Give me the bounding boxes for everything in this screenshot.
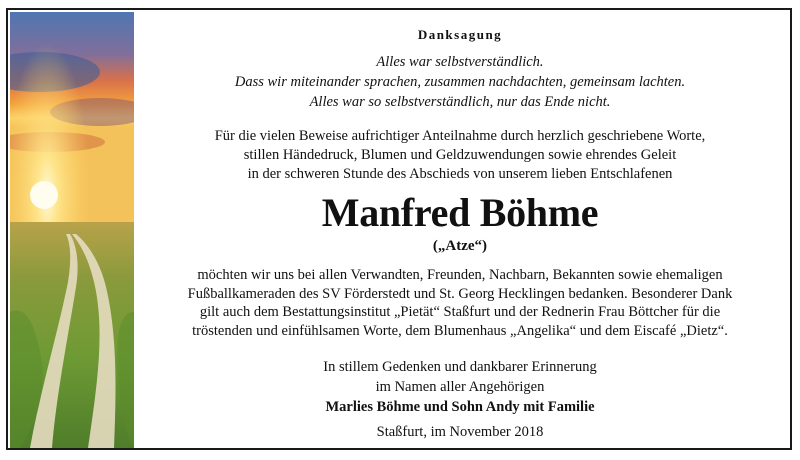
sunset-path-photo bbox=[10, 12, 134, 448]
notice-content bbox=[140, 12, 780, 448]
motto-line: Alles war so selbstverständlich, nur das Ende nicht. bbox=[309, 94, 611, 110]
closing-block bbox=[140, 357, 780, 417]
deceased-nickname: („Atze“) bbox=[432, 238, 488, 254]
body-line: tröstenden und einfühlsamen Worte, dem Blumenhaus „Angelika“ und dem Eiscafé „Dietz“. bbox=[192, 322, 728, 339]
deceased-name: Manfred Böhme bbox=[321, 190, 599, 235]
closing-line: im Namen aller Angehörigen bbox=[375, 379, 545, 395]
motto-line: Dass wir miteinander sprachen, zusammen nachdachten, gemeinsam lachten. bbox=[234, 74, 686, 90]
thanks-line: stillen Händedruck, Blumen und Geldzuwendungen sowie ehrendes Geleit bbox=[243, 147, 677, 163]
motto-line: Alles war selbstverständlich. bbox=[376, 54, 544, 70]
place-and-date: Staßfurt, im November 2018 bbox=[376, 424, 544, 440]
signers: Marlies Böhme und Sohn Andy mit Familie bbox=[325, 399, 595, 415]
body-line: gilt auch dem Bestattungsinstitut „Pietät“ Staßfurt und der Rednerin Frau Böttcher für die bbox=[199, 304, 721, 321]
body-line: möchten wir uns bei allen Verwandten, Freunden, Nachbarn, Bekannten sowie ehemaligen bbox=[197, 267, 723, 283]
thanks-line: Für die vielen Beweise aufrichtiger Anteilnahme durch herzlich geschriebene Worte, bbox=[214, 128, 706, 144]
notice-title: Danksagung bbox=[417, 27, 503, 42]
body-line: Fußballkameraden des SV Förderstedt und St. Georg Hecklingen bedanken. Besonderer Dank bbox=[187, 285, 733, 302]
closing-line: In stillem Gedenken und dankbarer Erinnerung bbox=[323, 359, 597, 375]
motto-verse bbox=[140, 52, 780, 112]
thanks-intro bbox=[140, 127, 780, 184]
thanks-line: in der schweren Stunde des Abschieds von unserem lieben Entschlafenen bbox=[247, 166, 673, 182]
thanks-body bbox=[140, 266, 780, 340]
